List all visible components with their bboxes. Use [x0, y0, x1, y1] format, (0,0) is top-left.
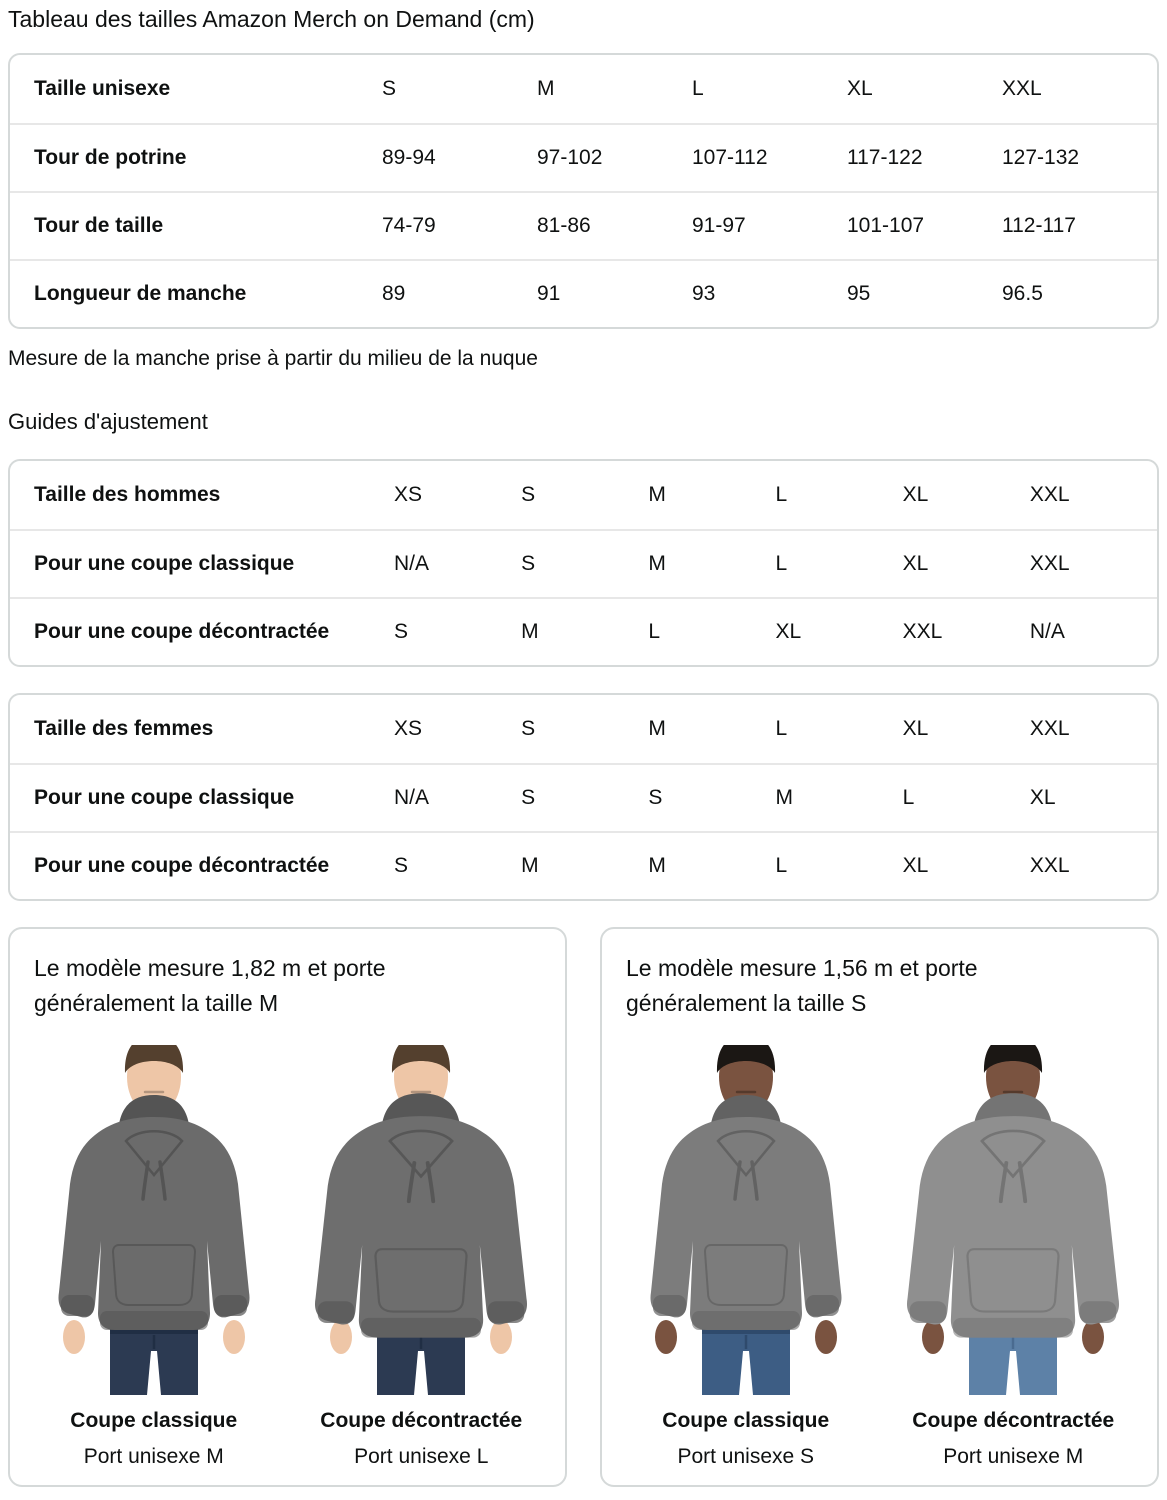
size-cell: L [775, 552, 788, 575]
size-worn-label: Port unisexe S [677, 1445, 815, 1468]
model-card-heading: Le modèle mesure 1,82 m et porte généralement la taille M [34, 955, 386, 1016]
size-cell: XL [1029, 786, 1056, 809]
size-cell: L [648, 620, 661, 643]
model-photo-relaxed [288, 1045, 556, 1469]
size-cell: 95 [847, 282, 871, 305]
size-cell: 89-94 [382, 146, 436, 169]
row-label: Taille unisexe [34, 77, 171, 100]
size-cell: XXL [1029, 717, 1070, 740]
size-cell: XL [902, 483, 929, 506]
size-cell: M [648, 552, 666, 575]
hoodie [58, 1095, 249, 1330]
size-cell: 101-107 [847, 214, 925, 237]
table-row [10, 763, 1157, 831]
size-cell: XXL [1029, 552, 1070, 575]
model-photo-classic [612, 1045, 880, 1469]
size-cell: S [394, 854, 409, 877]
fit-label: Coupe décontractée [320, 1409, 523, 1432]
size-cell: M [521, 620, 539, 643]
table-row [10, 259, 1157, 327]
row-label: Taille des hommes [34, 483, 221, 506]
size-cell: 91-97 [692, 214, 746, 237]
jeans [969, 1329, 1057, 1395]
row-label: Pour une coupe décontractée [34, 620, 330, 643]
women-fit-table [8, 693, 1159, 901]
size-cell: M [537, 77, 555, 100]
row-label: Longueur de manche [34, 282, 247, 305]
size-cell: XS [394, 483, 423, 506]
size-cell: N/A [394, 786, 430, 809]
table-row [10, 529, 1157, 597]
hoodie [907, 1093, 1119, 1337]
size-cell: M [648, 854, 666, 877]
size-cell: M [521, 854, 539, 877]
size-cell: L [775, 854, 788, 877]
table-row [10, 123, 1157, 191]
hoodie-model-image [883, 1045, 1143, 1395]
model-illustration [20, 1045, 288, 1395]
size-cell: N/A [394, 552, 430, 575]
model-illustration [288, 1045, 556, 1395]
size-cell: 112-117 [1002, 214, 1076, 237]
table-row [10, 191, 1157, 259]
row-label: Tour de potrine [34, 146, 187, 169]
row-label: Taille des femmes [34, 717, 214, 740]
model-card-heading: Le modèle mesure 1,56 m et porte généralement la taille S [626, 955, 978, 1016]
size-cell: XXL [902, 620, 943, 643]
size-cell: S [521, 483, 536, 506]
fit-guides-heading: Guides d'ajustement [8, 409, 208, 434]
table-row [10, 695, 1157, 763]
size-cell: 127-132 [1002, 146, 1080, 169]
size-cell: XL [902, 552, 929, 575]
size-cell: XXL [1029, 483, 1070, 506]
table-row [10, 55, 1157, 123]
size-cell: 97-102 [537, 146, 603, 169]
size-cell: 74-79 [382, 214, 436, 237]
size-cell: S [521, 717, 536, 740]
size-cell: L [902, 786, 915, 809]
size-cell: M [648, 483, 666, 506]
size-cell: S [382, 77, 397, 100]
model-illustration [612, 1045, 880, 1395]
size-cell: L [775, 717, 788, 740]
table-row [10, 831, 1157, 899]
size-cell: M [648, 717, 666, 740]
size-cell: XL [847, 77, 873, 100]
size-cell: L [692, 77, 704, 100]
size-cell: XL [775, 620, 802, 643]
size-worn-label: Port unisexe M [943, 1445, 1084, 1468]
table-row [10, 461, 1157, 529]
men-fit-table [8, 459, 1159, 667]
row-label: Pour une coupe décontractée [34, 854, 330, 877]
size-cell: L [775, 483, 788, 506]
size-cell: 91 [537, 282, 561, 305]
size-cell: XXL [1029, 854, 1070, 877]
size-cell: 117-122 [847, 146, 923, 169]
size-cell: S [521, 552, 536, 575]
size-cell: 89 [382, 282, 406, 305]
hoodie [315, 1093, 527, 1337]
table-row [10, 597, 1157, 665]
size-cell: S [648, 786, 663, 809]
size-cell: XL [902, 854, 929, 877]
size-worn-label: Port unisexe L [354, 1445, 489, 1468]
model-cards [8, 927, 1159, 1487]
size-cell: S [394, 620, 409, 643]
row-label: Pour une coupe classique [34, 552, 295, 575]
model-photo-relaxed [880, 1045, 1148, 1469]
sleeve-measure-note: Mesure de la manche prise à partir du milieu de la nuque [8, 347, 538, 370]
model-illustration [880, 1045, 1148, 1395]
row-label: Tour de taille [34, 214, 164, 237]
fit-label: Coupe décontractée [912, 1409, 1115, 1432]
size-cell: S [521, 786, 536, 809]
size-cell: 96.5 [1002, 282, 1043, 305]
jeans [377, 1329, 465, 1395]
model-card-men [8, 927, 567, 1487]
fit-label: Coupe classique [662, 1409, 830, 1432]
size-cell: 93 [692, 282, 716, 305]
model-photos [20, 1045, 555, 1469]
jeans [702, 1329, 790, 1395]
fit-label: Coupe classique [70, 1409, 238, 1432]
size-cell: XS [394, 717, 423, 740]
hoodie [650, 1095, 841, 1330]
model-photos [612, 1045, 1147, 1469]
hoodie-model-image [291, 1045, 551, 1395]
page-title: Tableau des tailles Amazon Merch on Demand (cm) [8, 6, 535, 32]
hoodie-model-image [24, 1045, 284, 1395]
size-cell: XXL [1002, 77, 1042, 100]
jeans [110, 1329, 198, 1395]
size-cell: 107-112 [692, 146, 768, 169]
size-cell: N/A [1029, 620, 1065, 643]
model-card-women [600, 927, 1159, 1487]
unisex-size-table [8, 53, 1159, 329]
size-cell: XL [902, 717, 929, 740]
size-cell: M [775, 786, 793, 809]
size-worn-label: Port unisexe M [83, 1445, 224, 1468]
row-label: Pour une coupe classique [34, 786, 295, 809]
model-photo-classic [20, 1045, 288, 1469]
size-cell: 81-86 [537, 214, 591, 237]
hoodie-model-image [616, 1045, 876, 1395]
